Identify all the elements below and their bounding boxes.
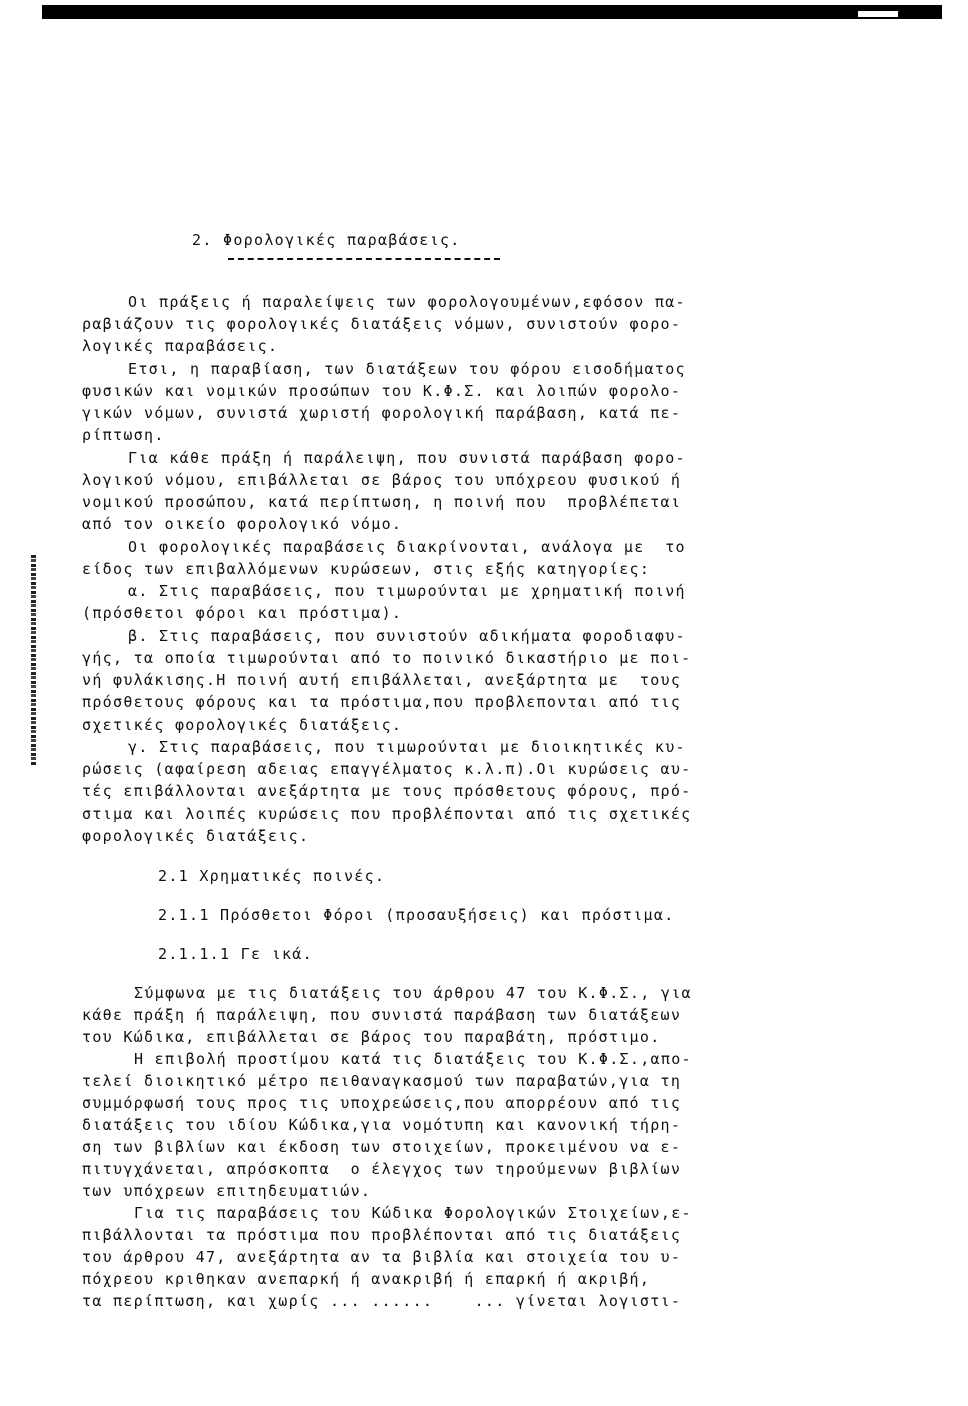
text-line: ραβιάζουν τις φορολογικές διατάξεις νόμων, συνιστούν φορο- [82,315,682,333]
text-line: πόχρεου κριθηκαν ανεπαρκή ή ανακριβή ή επαρκή ή ακριβή, [82,1270,651,1288]
text-line: Οι φορολογικές παραβάσεις διακρίνονται, ανάλογα με το [128,538,686,556]
text-line: πιβάλλονται τα πρόστιμα που προβλέπονται από τις διατάξεις [82,1226,682,1244]
text-line: από τον οικείο φορολογικό νόμο. [82,515,403,533]
text-line: Οι πράξεις ή παραλείψεις των φορολογουμένων,εφόσον πα- [128,293,686,311]
text-line: ση των βιβλίων και έκδοση των στοιχείων, προκειμένου να ε- [82,1138,682,1156]
text-line: κάθε πράξη ή παράλειψη, που συνιστά παράβαση των διατάξεων [82,1006,682,1024]
text-line: τελεί διοικητικό μέτρο πειθαναγκασμού των παραβατών,για τη [82,1072,682,1090]
text-line: Σύμφωνα με τις διατάξεις του άρθρου 47 του Κ.Φ.Σ., για [134,984,692,1002]
text-line: συμμόρφωσή τους προς τις υποχρεώσεις,που απορρέουν από τις [82,1094,682,1112]
text-line: (πρόσθετοι φόροι και πρόστιμα). [82,604,403,622]
text-line: γής, τα οποία τιμωρούνται από το ποινικό δικαστήριο με ποι- [82,649,692,667]
text-line: στιμα και λοιπές κυρώσεις που προβλέπονται από τις σχετικές [82,805,692,823]
left-margin-scan-mark [31,555,36,765]
subsection-heading: 2.1.1 Πρόσθετοι Φόροι (προσαυξήσεις) και πρόστιμα. [158,906,675,924]
text-line: γ. Στις παραβάσεις, που τιμωρούνται με διοικητικές κυ- [128,738,686,756]
top-scan-bar [42,5,942,19]
text-line: πρόσθετους φόρους και τα πρόστιμα,που προβλεπονται από τις [82,693,682,711]
text-line: τές επιβάλλονται ανεξάρτητα με τους πρόσθετους φόρους, πρό- [82,782,692,800]
text-line: λογικές παραβάσεις. [82,337,279,355]
text-line: σχετικές φορολογικές διατάξεις. [82,716,403,734]
text-line: γικών νόμων, συνιστά χωριστή φορολογική παράβαση, κατά πε- [82,404,682,422]
text-line: ρώσεις (αφαίρεση αδειας επαγγέλματος κ.λ.π).Οι κυρώσεις αυ- [82,760,692,778]
text-line: νομικού προσώπου, κατά περίπτωση, η ποινή που προβλέπεται [82,493,682,511]
text-line: ρίπτωση. [82,426,165,444]
text-line: νή φυλάκισης.Η ποινή αυτή επιβάλλεται, ανεξάρτητα με τους [82,671,682,689]
text-line: Η επιβολή προστίμου κατά τις διατάξεις του Κ.Φ.Σ.,απο- [134,1050,692,1068]
text-line: του Κώδικα, επιβάλλεται σε βάρος του παραβάτη, πρόστιμο. [82,1028,661,1046]
section-heading: 2. Φορολογικές παραβάσεις. [192,231,461,249]
text-line: τα περίπτωση, και χωρίς ... ...... ... γίνεται λογιστι- [82,1292,682,1310]
text-line: Για κάθε πράξη ή παράλειψη, που συνιστά παράβαση φορο- [128,449,686,467]
text-line: Ετσι, η παραβίαση, των διατάξεων του φόρου εισοδήματος [128,360,686,378]
text-line: φορολογικές διατάξεις. [82,827,310,845]
text-line: πιτυγχάνεται, απρόσκοπτα ο έλεγχος των τηρούμενων βιβλίων [82,1160,682,1178]
subsection-heading: 2.1.1.1 Γε ικά. [158,945,313,963]
text-line: των υπόχρεων επιτηδευματιών. [82,1182,372,1200]
text-line: του άρθρου 47, ανεξάρτητα αν τα βιβλία και στοιχεία του υ- [82,1248,682,1266]
top-scan-bar-gap [858,11,898,17]
text-line: είδος των επιβαλλόμενων κυρώσεων, στις εξής κατηγορίες: [82,560,651,578]
text-line: α. Στις παραβάσεις, που τιμωρούνται με χρηματική ποινή [128,582,686,600]
text-line: διατάξεις του ιδίου Κώδικα,για νομότυπη και κανονική τήρη- [82,1116,682,1134]
text-line: λογικού νόμου, επιβάλλεται σε βάρος του υπόχρεου φυσικού ή [82,471,682,489]
text-line: Για τις παραβάσεις του Κώδικα Φορολογικών Στοιχείων,ε- [134,1204,692,1222]
text-line: φυσικών και νομικών προσώπων του Κ.Φ.Σ. και λοιπών φορολο- [82,382,682,400]
heading-underline [228,258,500,260]
text-line: β. Στις παραβάσεις, που συνιστούν αδικήματα φοροδιαφυ- [128,627,686,645]
subsection-heading: 2.1 Χρηματικές ποινές. [158,867,386,885]
